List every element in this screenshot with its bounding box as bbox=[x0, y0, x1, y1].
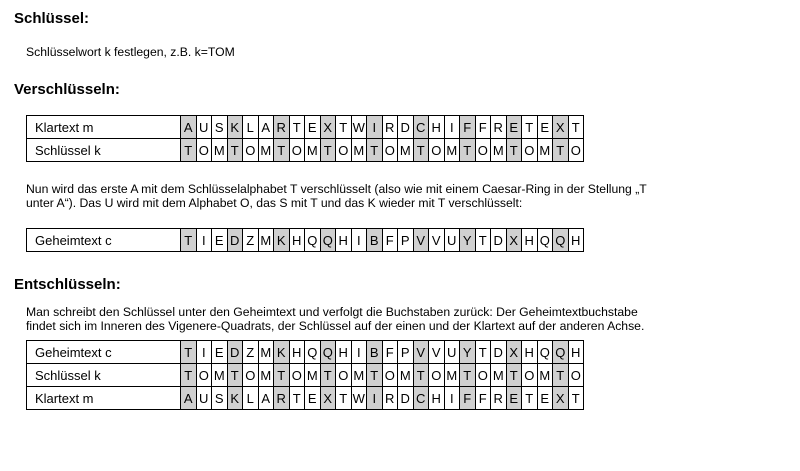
letter-cell: T bbox=[274, 364, 290, 387]
letter-cell: D bbox=[398, 116, 414, 139]
letter-cell: E bbox=[506, 116, 522, 139]
letter-cell: T bbox=[274, 139, 290, 162]
letter-cell: M bbox=[258, 139, 274, 162]
letter-cell: Q bbox=[537, 229, 553, 252]
letter-cell: I bbox=[444, 387, 460, 410]
letter-cell: E bbox=[305, 116, 321, 139]
letter-cell: F bbox=[475, 387, 491, 410]
letter-cell: L bbox=[243, 387, 259, 410]
letter-cell: M bbox=[398, 139, 414, 162]
letter-cell: T bbox=[336, 116, 352, 139]
letter-cell: T bbox=[460, 364, 476, 387]
decrypt-note-line-1: Man schreibt den Schlüssel unter den Geheimtext und verfolgt die Buchstaben zurück: Der Geheimtextbuchstabe bbox=[26, 305, 638, 319]
letter-cell: Q bbox=[553, 229, 569, 252]
letter-cell: M bbox=[537, 139, 553, 162]
letter-cell: H bbox=[568, 229, 584, 252]
letter-cell: D bbox=[491, 229, 507, 252]
row-label: Geheimtext c bbox=[27, 229, 181, 252]
letter-cell: E bbox=[212, 341, 228, 364]
letter-cell: T bbox=[475, 341, 491, 364]
letter-cell: Z bbox=[243, 229, 259, 252]
letter-cell: M bbox=[351, 139, 367, 162]
row-label: Klartext m bbox=[27, 387, 181, 410]
letter-cell: F bbox=[382, 229, 398, 252]
letter-cell: I bbox=[367, 116, 383, 139]
letter-cell: B bbox=[367, 341, 383, 364]
heading-encrypt: Verschlüsseln: bbox=[14, 81, 120, 98]
letter-cell: O bbox=[289, 139, 305, 162]
letter-cell: T bbox=[413, 364, 429, 387]
letter-cell: T bbox=[522, 116, 538, 139]
letter-cell: L bbox=[243, 116, 259, 139]
letter-cell: A bbox=[181, 116, 197, 139]
letter-cell: Z bbox=[243, 341, 259, 364]
letter-cell: T bbox=[553, 139, 569, 162]
letter-cell: A bbox=[258, 387, 274, 410]
letter-cell: T bbox=[568, 116, 584, 139]
letter-cell: T bbox=[181, 139, 197, 162]
letter-cell: X bbox=[553, 387, 569, 410]
letter-cell: H bbox=[336, 229, 352, 252]
letter-cell: W bbox=[351, 116, 367, 139]
letter-cell: M bbox=[258, 229, 274, 252]
letter-cell: Y bbox=[460, 341, 476, 364]
letter-cell: M bbox=[351, 364, 367, 387]
letter-cell: F bbox=[460, 387, 476, 410]
letter-cell: M bbox=[258, 364, 274, 387]
letter-cell: H bbox=[429, 116, 445, 139]
letter-cell: H bbox=[522, 229, 538, 252]
letter-cell: O bbox=[336, 364, 352, 387]
letter-cell: T bbox=[289, 387, 305, 410]
letter-cell: E bbox=[537, 116, 553, 139]
letter-cell: V bbox=[429, 341, 445, 364]
encrypt-note-line-1: Nun wird das erste A mit dem Schlüsselalphabet T verschlüsselt (also wie mit einem Caesar-Ring in der Stellung „T bbox=[26, 182, 647, 196]
letter-cell: P bbox=[398, 341, 414, 364]
letter-cell: X bbox=[506, 341, 522, 364]
heading-key: Schlüssel: bbox=[14, 10, 90, 27]
letter-cell: I bbox=[351, 229, 367, 252]
letter-cell: X bbox=[553, 116, 569, 139]
letter-cell: Q bbox=[305, 229, 321, 252]
decrypt-table bbox=[26, 340, 584, 410]
letter-cell: U bbox=[196, 116, 212, 139]
letter-cell: O bbox=[382, 364, 398, 387]
letter-cell: D bbox=[227, 341, 243, 364]
letter-cell: T bbox=[367, 139, 383, 162]
letter-cell: H bbox=[429, 387, 445, 410]
letter-cell: O bbox=[196, 364, 212, 387]
letter-cell: V bbox=[413, 229, 429, 252]
letter-cell: O bbox=[243, 364, 259, 387]
letter-cell: I bbox=[367, 387, 383, 410]
letter-cell: E bbox=[537, 387, 553, 410]
row-plain bbox=[27, 387, 584, 410]
letter-cell: I bbox=[196, 229, 212, 252]
letter-cell: C bbox=[413, 387, 429, 410]
encrypt-note-line-2: unter A“). Das U wird mit dem Alphabet O, das S mit T und das K wieder mit T verschlüsselt: bbox=[26, 196, 523, 210]
letter-cell: E bbox=[212, 229, 228, 252]
letter-cell: P bbox=[398, 229, 414, 252]
row-label: Geheimtext c bbox=[27, 341, 181, 364]
letter-cell: Q bbox=[537, 341, 553, 364]
letter-cell: A bbox=[258, 116, 274, 139]
ciphertext-table bbox=[26, 228, 584, 252]
row-cipher bbox=[27, 341, 584, 364]
letter-cell: T bbox=[522, 387, 538, 410]
letter-cell: T bbox=[506, 139, 522, 162]
letter-cell: K bbox=[274, 341, 290, 364]
letter-cell: U bbox=[196, 387, 212, 410]
letter-cell: M bbox=[258, 341, 274, 364]
letter-cell: M bbox=[212, 139, 228, 162]
letter-cell: H bbox=[522, 341, 538, 364]
letter-cell: K bbox=[227, 116, 243, 139]
letter-cell: O bbox=[289, 364, 305, 387]
letter-cell: O bbox=[336, 139, 352, 162]
letter-cell: T bbox=[227, 364, 243, 387]
letter-cell: K bbox=[274, 229, 290, 252]
letter-cell: Q bbox=[553, 341, 569, 364]
row-label: Schlüssel k bbox=[27, 364, 181, 387]
letter-cell: Q bbox=[320, 229, 336, 252]
letter-cell: B bbox=[367, 229, 383, 252]
letter-cell: Y bbox=[460, 229, 476, 252]
letter-cell: R bbox=[382, 116, 398, 139]
letter-cell: O bbox=[243, 139, 259, 162]
letter-cell: O bbox=[568, 139, 584, 162]
letter-cell: R bbox=[491, 387, 507, 410]
letter-cell: X bbox=[506, 229, 522, 252]
letter-cell: T bbox=[367, 364, 383, 387]
letter-cell: O bbox=[568, 364, 584, 387]
letter-cell: R bbox=[274, 387, 290, 410]
letter-cell: T bbox=[336, 387, 352, 410]
row-label: Klartext m bbox=[27, 116, 181, 139]
letter-cell: T bbox=[320, 364, 336, 387]
letter-cell: X bbox=[320, 387, 336, 410]
letter-cell: Q bbox=[320, 341, 336, 364]
letter-cell: H bbox=[568, 341, 584, 364]
letter-cell: T bbox=[568, 387, 584, 410]
letter-cell: M bbox=[305, 139, 321, 162]
letter-cell: H bbox=[289, 229, 305, 252]
letter-cell: E bbox=[506, 387, 522, 410]
letter-cell: K bbox=[227, 387, 243, 410]
letter-cell: O bbox=[429, 364, 445, 387]
letter-cell: T bbox=[553, 364, 569, 387]
letter-cell: S bbox=[212, 116, 228, 139]
row-key bbox=[27, 364, 584, 387]
letter-cell: M bbox=[305, 364, 321, 387]
letter-cell: R bbox=[382, 387, 398, 410]
letter-cell: O bbox=[475, 139, 491, 162]
letter-cell: O bbox=[382, 139, 398, 162]
row-label: Schlüssel k bbox=[27, 139, 181, 162]
letter-cell: M bbox=[398, 364, 414, 387]
letter-cell: M bbox=[537, 364, 553, 387]
decrypt-note-line-2: findet sich im Inneren des Vigenere-Quadrats, der Schlüssel auf der einen und der Klartext auf der anderen Achse. bbox=[26, 319, 645, 333]
letter-cell: M bbox=[444, 139, 460, 162]
letter-cell: O bbox=[196, 139, 212, 162]
letter-cell: T bbox=[181, 364, 197, 387]
letter-cell: D bbox=[491, 341, 507, 364]
letter-cell: T bbox=[227, 139, 243, 162]
letter-cell: X bbox=[320, 116, 336, 139]
letter-cell: U bbox=[444, 341, 460, 364]
letter-cell: A bbox=[181, 387, 197, 410]
letter-cell: M bbox=[212, 364, 228, 387]
letter-cell: I bbox=[444, 116, 460, 139]
letter-cell: F bbox=[382, 341, 398, 364]
letter-cell: S bbox=[212, 387, 228, 410]
letter-cell: T bbox=[475, 229, 491, 252]
letter-cell: O bbox=[429, 139, 445, 162]
letter-cell: O bbox=[522, 139, 538, 162]
letter-cell: V bbox=[429, 229, 445, 252]
row-cipher bbox=[27, 229, 584, 252]
row-key bbox=[27, 139, 584, 162]
letter-cell: T bbox=[320, 139, 336, 162]
letter-cell: T bbox=[413, 139, 429, 162]
heading-decrypt: Entschlüsseln: bbox=[14, 276, 121, 293]
letter-cell: I bbox=[196, 341, 212, 364]
letter-cell: O bbox=[522, 364, 538, 387]
letter-cell: T bbox=[181, 229, 197, 252]
letter-cell: M bbox=[491, 139, 507, 162]
letter-cell: T bbox=[289, 116, 305, 139]
letter-cell: H bbox=[336, 341, 352, 364]
letter-cell: C bbox=[413, 116, 429, 139]
letter-cell: R bbox=[274, 116, 290, 139]
key-text: Schlüsselwort k festlegen, z.B. k=TOM bbox=[26, 45, 235, 59]
letter-cell: F bbox=[460, 116, 476, 139]
letter-cell: F bbox=[475, 116, 491, 139]
letter-cell: Q bbox=[305, 341, 321, 364]
letter-cell: H bbox=[289, 341, 305, 364]
letter-cell: D bbox=[227, 229, 243, 252]
letter-cell: V bbox=[413, 341, 429, 364]
letter-cell: M bbox=[491, 364, 507, 387]
letter-cell: T bbox=[181, 341, 197, 364]
letter-cell: E bbox=[305, 387, 321, 410]
letter-cell: D bbox=[398, 387, 414, 410]
letter-cell: O bbox=[475, 364, 491, 387]
letter-cell: T bbox=[460, 139, 476, 162]
letter-cell: U bbox=[444, 229, 460, 252]
encrypt-table bbox=[26, 115, 584, 162]
letter-cell: I bbox=[351, 341, 367, 364]
letter-cell: W bbox=[351, 387, 367, 410]
letter-cell: T bbox=[506, 364, 522, 387]
letter-cell: R bbox=[491, 116, 507, 139]
row-plain bbox=[27, 116, 584, 139]
letter-cell: M bbox=[444, 364, 460, 387]
